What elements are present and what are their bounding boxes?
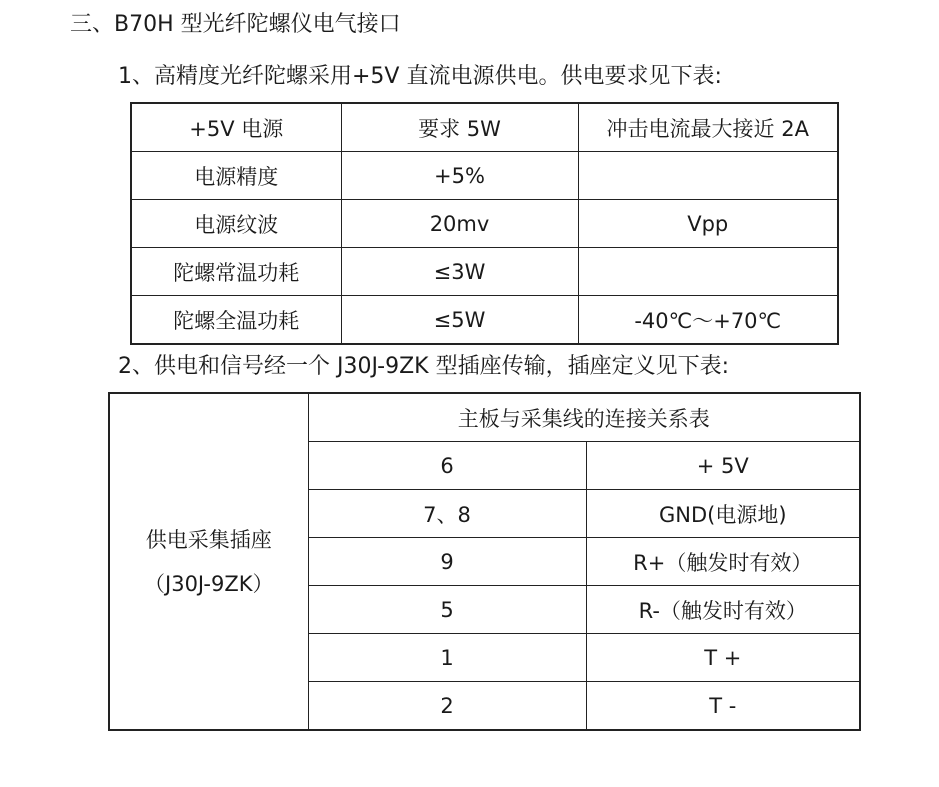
pin-number: 5: [308, 586, 586, 634]
pin-signal: + 5V: [586, 442, 860, 490]
pin-signal: T +: [586, 634, 860, 682]
table-cell: ≤5W: [341, 296, 578, 345]
power-requirements-intro: 1、高精度光纤陀螺采用+5V 直流电源供电。供电要求见下表:: [118, 64, 722, 89]
pin-number: 7、8: [308, 490, 586, 538]
table-row: [131, 103, 838, 152]
table-cell: [578, 152, 838, 200]
table-cell: ≤3W: [341, 248, 578, 296]
connector-label: 供电采集插座: [145, 527, 272, 552]
table-row: [131, 296, 838, 345]
pin-signal: R-（触发时有效）: [586, 586, 860, 634]
table-cell: 陀螺常温功耗: [131, 248, 341, 296]
table-row: [131, 152, 838, 200]
pin-signal: T -: [586, 682, 860, 731]
pin-number: 1: [308, 634, 586, 682]
table-cell: 电源精度: [131, 152, 341, 200]
connector-label-cell: [109, 393, 308, 730]
table-cell: +5%: [341, 152, 578, 200]
table-cell: Vpp: [578, 200, 838, 248]
table-header: 主板与采集线的连接关系表: [308, 393, 860, 442]
connector-model: （J30J-9ZK）: [144, 571, 274, 596]
pin-number: 9: [308, 538, 586, 586]
pin-signal: R+（触发时有效）: [586, 538, 860, 586]
table-row: [131, 200, 838, 248]
table-cell: -40℃～+70℃: [578, 296, 838, 345]
table-cell: 冲击电流最大接近 2A: [578, 103, 838, 152]
table-cell: 陀螺全温功耗: [131, 296, 341, 345]
table-cell: [578, 248, 838, 296]
table-cell: 要求 5W: [341, 103, 578, 152]
table-row: [109, 393, 860, 442]
table-cell: 20mv: [341, 200, 578, 248]
table-cell: 电源纹波: [131, 200, 341, 248]
connector-pin-table: [108, 392, 861, 731]
pin-number: 2: [308, 682, 586, 731]
section-title: 三、B70H 型光纤陀螺仪电气接口: [70, 12, 401, 37]
table-row: [131, 248, 838, 296]
table-cell: +5V 电源: [131, 103, 341, 152]
pin-number: 6: [308, 442, 586, 490]
power-requirements-table: [130, 102, 839, 345]
connector-intro: 2、供电和信号经一个 J30J-9ZK 型插座传输，插座定义见下表:: [118, 354, 730, 379]
pin-signal: GND(电源地): [586, 490, 860, 538]
